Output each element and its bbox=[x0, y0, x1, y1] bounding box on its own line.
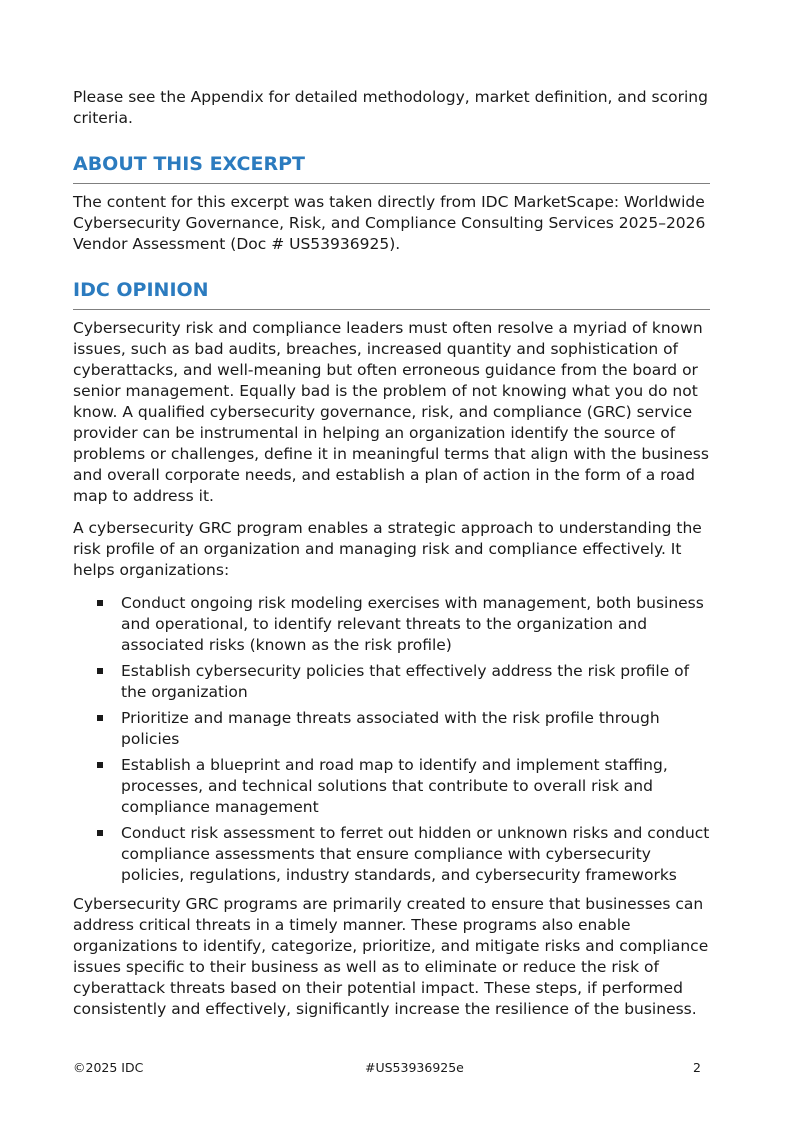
square-bullet-icon bbox=[97, 762, 103, 768]
page-footer bbox=[73, 1060, 701, 1080]
list-item bbox=[73, 708, 710, 750]
about-excerpt-section bbox=[73, 151, 710, 255]
opinion-paragraph-1: Cybersecurity risk and compliance leaders must often resolve a myriad of known issues, such as bad audits, breaches, increased quantity and sophistication of cyberattacks, and well-meaning but often erroneous guidance from the board or senior management. Equally bad is the problem of not knowing what you do not know. A qualified cybersecurity governance, risk, and compliance (GRC) service provider can be instrumental in helping an organization identify the source of problems or challenges, define it in meaningful terms that align with the business and overall corporate needs, and establish a plan of action in the form of a road map to address it. bbox=[73, 319, 709, 505]
list-item bbox=[73, 823, 710, 886]
about-excerpt-body: The content for this excerpt was taken directly from IDC MarketScape: Worldwide Cybersecurity Governance, Risk, and Compliance Consulting Services 2025–2026 Vendor Assessment (Doc # US53936925). bbox=[73, 193, 706, 253]
opinion-paragraph-2: A cybersecurity GRC program enables a strategic approach to understanding the risk profile of an organization and managing risk and compliance effectively. It helps organizations: bbox=[73, 519, 702, 579]
list-item-text: Conduct risk assessment to ferret out hidden or unknown risks and conduct compliance assessments that ensure compliance with cybersecurity policies, regulations, industry standards, and cybersecurity frameworks bbox=[121, 824, 710, 884]
square-bullet-icon bbox=[97, 668, 103, 674]
idc-opinion-section bbox=[73, 277, 710, 1020]
list-item bbox=[73, 593, 710, 656]
about-excerpt-heading: ABOUT THIS EXCERPT bbox=[73, 151, 710, 184]
list-item-text: Establish a blueprint and road map to identify and implement staffing, processes, and technical solutions that contribute to overall risk and compliance management bbox=[121, 756, 668, 816]
square-bullet-icon bbox=[97, 715, 103, 721]
square-bullet-icon bbox=[97, 600, 103, 606]
list-item bbox=[73, 755, 710, 818]
list-item-text: Conduct ongoing risk modeling exercises with management, both business and operational, to identify relevant threats to the organization and associated risks (known as the risk profile) bbox=[121, 594, 704, 654]
document-page bbox=[73, 87, 710, 1020]
grc-benefits-list bbox=[73, 593, 710, 886]
list-item bbox=[73, 661, 710, 703]
square-bullet-icon bbox=[97, 830, 103, 836]
footer-doc-id: #US53936925e bbox=[365, 1060, 464, 1075]
footer-copyright: ©2025 IDC bbox=[73, 1060, 144, 1075]
opinion-paragraph-3: Cybersecurity GRC programs are primarily created to ensure that businesses can address critical threats in a timely manner. These programs also enable organizations to identify, categorize, prioritize, and mitigate risks and compliance issues specific to their business as well as to eliminate or reduce the risk of cyberattack threats based on their potential impact. These steps, if performed consistently and effectively, significantly increase the resilience of the business. bbox=[73, 895, 709, 1018]
list-item-text: Establish cybersecurity policies that effectively address the risk profile of the organization bbox=[121, 662, 690, 701]
idc-opinion-heading: IDC OPINION bbox=[73, 277, 710, 310]
intro-paragraph: Please see the Appendix for detailed methodology, market definition, and scoring criteria. bbox=[73, 88, 708, 127]
list-item-text: Prioritize and manage threats associated with the risk profile through policies bbox=[121, 709, 660, 748]
footer-page-number: 2 bbox=[693, 1060, 701, 1075]
